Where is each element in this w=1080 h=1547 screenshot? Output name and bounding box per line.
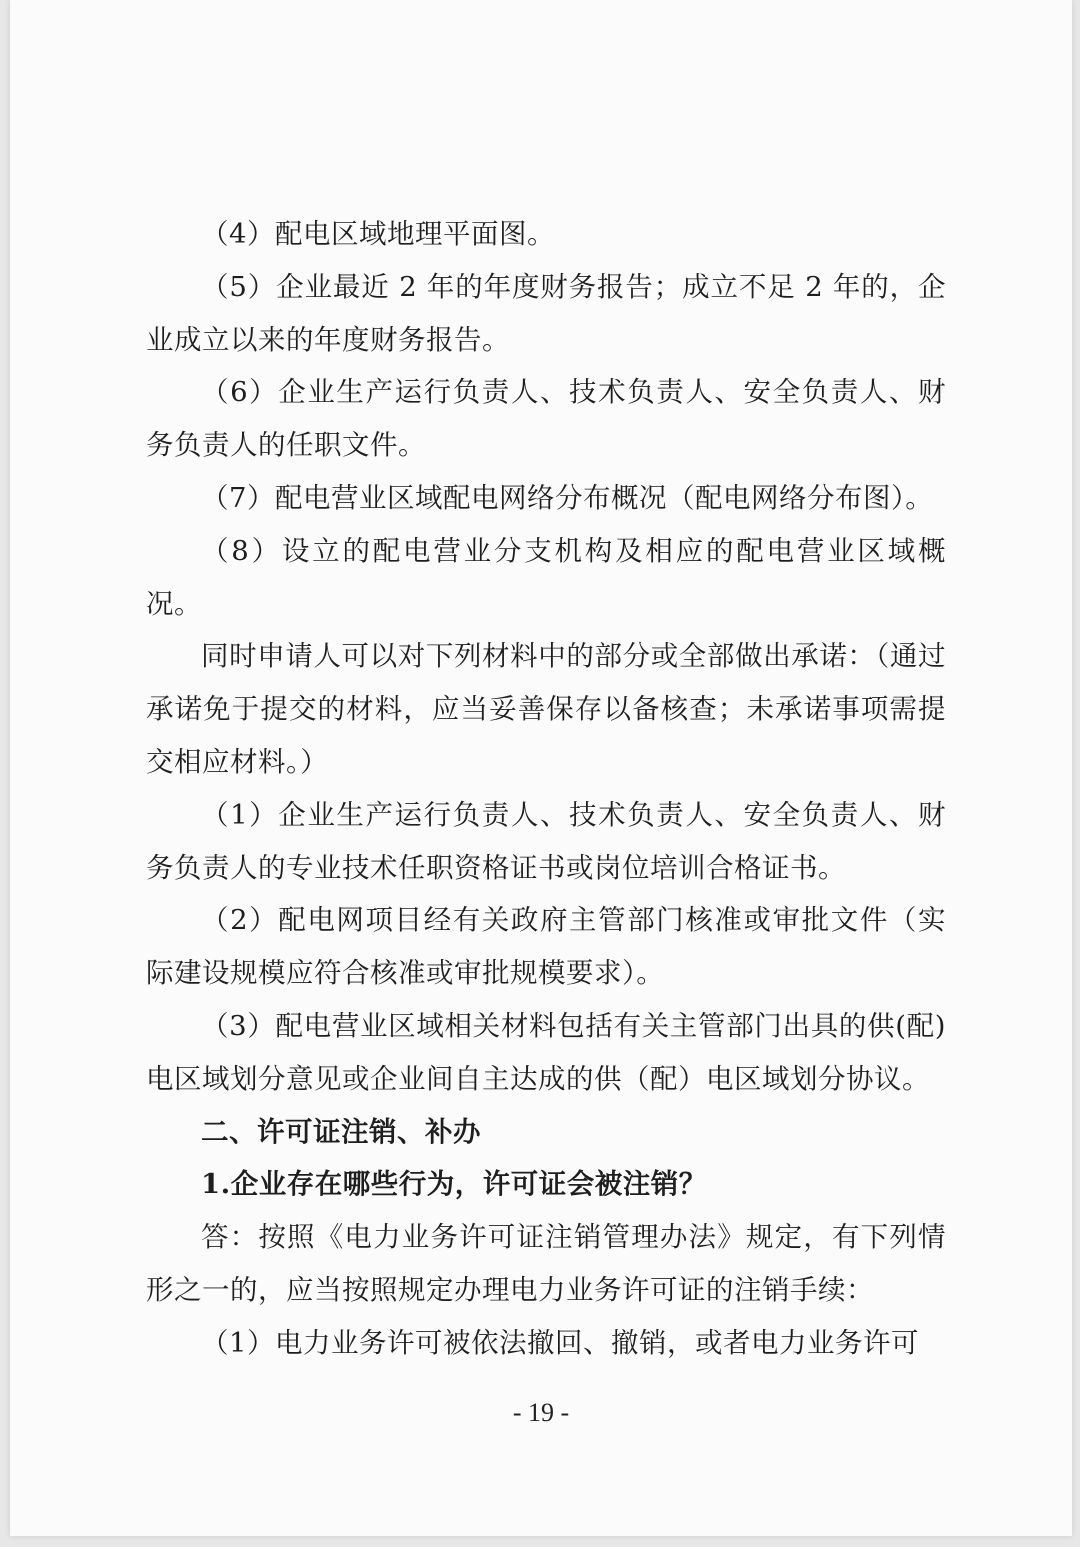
commitment-item-2: （2）配电网项目经有关政府主管部门核准或审批文件（实际建设规模应符合核准或审批规模要求）。 xyxy=(146,904,946,990)
document-body xyxy=(146,208,946,1370)
answer-item-1: （1）电力业务许可被依法撤回、撤销，或者电力业务许可 xyxy=(201,1326,919,1359)
question-heading: 1.企业存在哪些行为，许可证会被注销？ xyxy=(201,1168,707,1201)
answer-paragraph: 答：按照《电力业务许可证注销管理办法》规定，有下列情形之一的，应当按照规定办理电力业务许可证的注销手续： xyxy=(146,1221,946,1306)
commitment-item-3: （3）配电营业区域相关材料包括有关主管部门出具的供(配)电区域划分意见或企业间自主达成的供（配）电区域划分协议。 xyxy=(146,1009,946,1095)
list-item-4: （4）配电区域地理平面图。 xyxy=(201,218,555,250)
list-item-7: （7）配电营业区域配电网络分布概况（配电网络分布图）。 xyxy=(201,481,934,514)
list-item-5: （5）企业最近 2 年的年度财务报告；成立不足 2 年的，企业成立以来的年度财务报告。 xyxy=(146,270,946,356)
page-number: - 19 - xyxy=(512,1398,570,1427)
commitment-item-1: （1）企业生产运行负责人、技术负责人、安全负责人、财务负责人的专业技术任职资格证书或岗位培训合格证书。 xyxy=(146,798,946,884)
list-item-6: （6）企业生产运行负责人、技术负责人、安全负责人、财务负责人的任职文件。 xyxy=(146,376,946,462)
commitment-intro-paragraph: 同时申请人可以对下列材料中的部分或全部做出承诺：（通过承诺免于提交的材料，应当妥善保存以备核查；未承诺事项需提交相应材料。） xyxy=(146,640,946,778)
document-page xyxy=(10,0,1072,1536)
list-item-8: （8）设立的配电营业分支机构及相应的配电营业区域概况。 xyxy=(146,534,946,620)
section-heading: 二、许可证注销、补办 xyxy=(201,1115,481,1148)
